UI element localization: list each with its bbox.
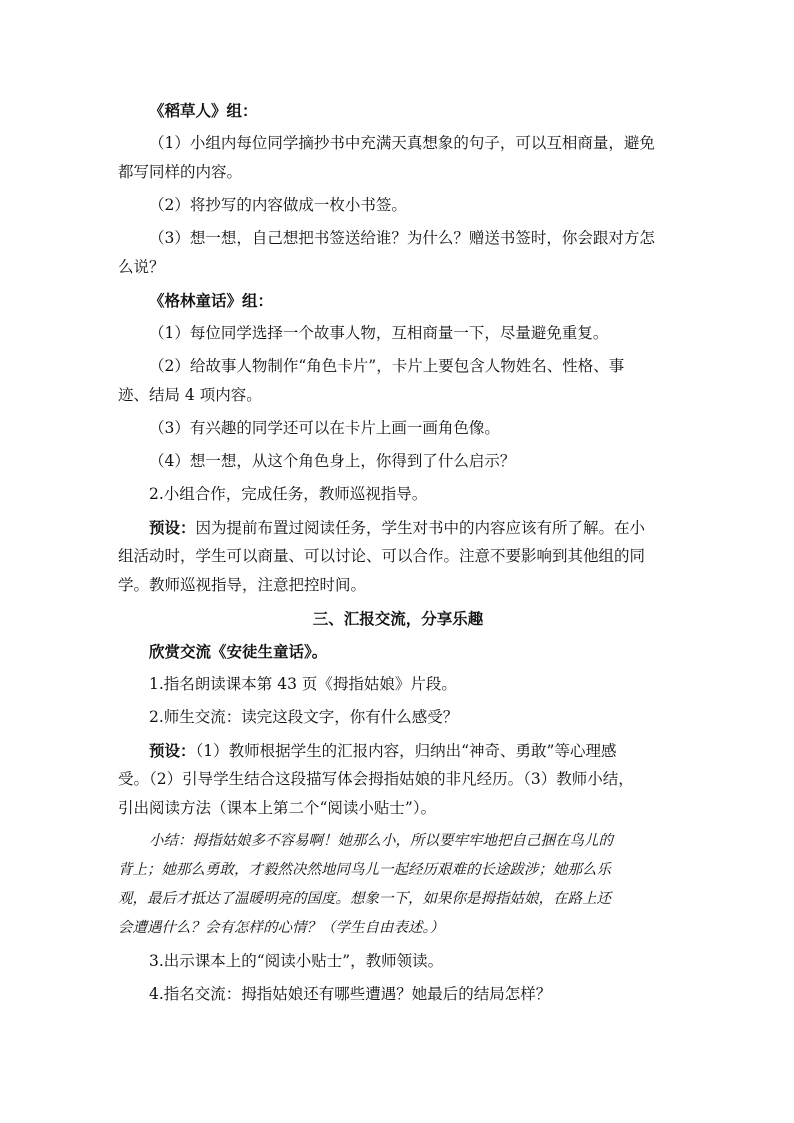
summary-line1: 小结：拇指姑娘多不容易啊！她那么小，所以要牢牢地把自己捆在鸟儿的 — [149, 833, 613, 849]
g2-item2-line2: 迹、结局 4 项内容。 — [118, 386, 262, 404]
s3-step3: 3.出示课本上的“阅读小贴士”，教师领读。 — [149, 952, 444, 970]
group-title-grimm: 《格林童话》组： — [149, 291, 274, 310]
preset1-line1 — [118, 513, 678, 542]
preset2-text: （1）教师根据学生的汇报内容，归纳出“神奇、勇敢”等心理感 — [195, 742, 617, 760]
summary-line2: 背上；她那么勇敢，才毅然决然地同鸟儿一起经历艰难的长途跋涉；她那么乐 — [118, 862, 611, 878]
preset2-line1 — [118, 736, 678, 765]
summary-line4: 会遭遇什么？会有怎样的心情？（学生自由表述。） — [118, 920, 445, 936]
g1-item1-line1: （1）小组内每位同学摘抄书中充满天真想象的句子，可以互相商量，避免 — [149, 134, 655, 152]
g2-item3: （3）有兴趣的同学还可以在卡片上画一画角色像。 — [149, 419, 500, 437]
summary-block — [118, 827, 678, 943]
preset-label: 预设： — [149, 741, 196, 760]
section-3-title: 三、汇报交流，分享乐趣 — [312, 609, 484, 628]
g1-item2: （2）将抄写的内容做成一枚小书签。 — [149, 196, 407, 214]
s3-step2: 2.师生交流：读完这段文字，你有什么感受？ — [149, 708, 459, 726]
s3-step1: 1.指名朗读课本第 43 页《拇指姑娘》片段。 — [149, 675, 457, 693]
summary-line3: 观，最后才抵达了温暖明亮的国度。想象一下，如果你是拇指姑娘，在路上还 — [118, 891, 611, 907]
preset2-line2: 受。（2）引导学生结合这段描写体会拇指姑娘的非凡经历。（3）教师小结， — [118, 770, 634, 788]
g1-item3-line1: （3）想一想，自己想把书签送给谁？为什么？赠送书签时，你会跟对方怎 — [149, 229, 655, 247]
preset1-line3: 学。教师巡视指导，注意把控时间。 — [118, 576, 367, 594]
preset2-line3: 引出阅读方法（课本上第二个“阅读小贴士”）。 — [118, 799, 437, 817]
g2-item4: （4）想一想，从这个角色身上，你得到了什么启示？ — [149, 452, 516, 470]
step-2: 2.小组合作，完成任务，教师巡视指导。 — [149, 485, 428, 503]
preset1-line2: 组活动时，学生可以商量、可以讨论、可以合作。注意不要影响到其他组的同 — [118, 547, 646, 565]
g2-item2-line1: （2）给故事人物制作“角色卡片”，卡片上要包含人物姓名、性格、事 — [149, 357, 625, 375]
g1-item3-line2: 么说？ — [118, 258, 165, 276]
preset1-text: 因为提前布置过阅读任务，学生对书中的内容应该有所了解。在小 — [195, 519, 646, 537]
preset-label: 预设： — [149, 518, 196, 537]
document-page — [118, 96, 678, 1009]
s3-step4: 4.指名交流：拇指姑娘还有哪些遭遇？她最后的结局怎样？ — [149, 985, 552, 1003]
appreciate-heading: 欣赏交流《安徒生童话》。 — [149, 642, 328, 661]
group-title-daocaoren: 《稻草人》组： — [149, 101, 258, 120]
g2-item1: （1）每位同学选择一个故事人物，互相商量一下，尽量避免重复。 — [149, 324, 609, 342]
g1-item1-line2: 都写同样的内容。 — [118, 163, 243, 181]
